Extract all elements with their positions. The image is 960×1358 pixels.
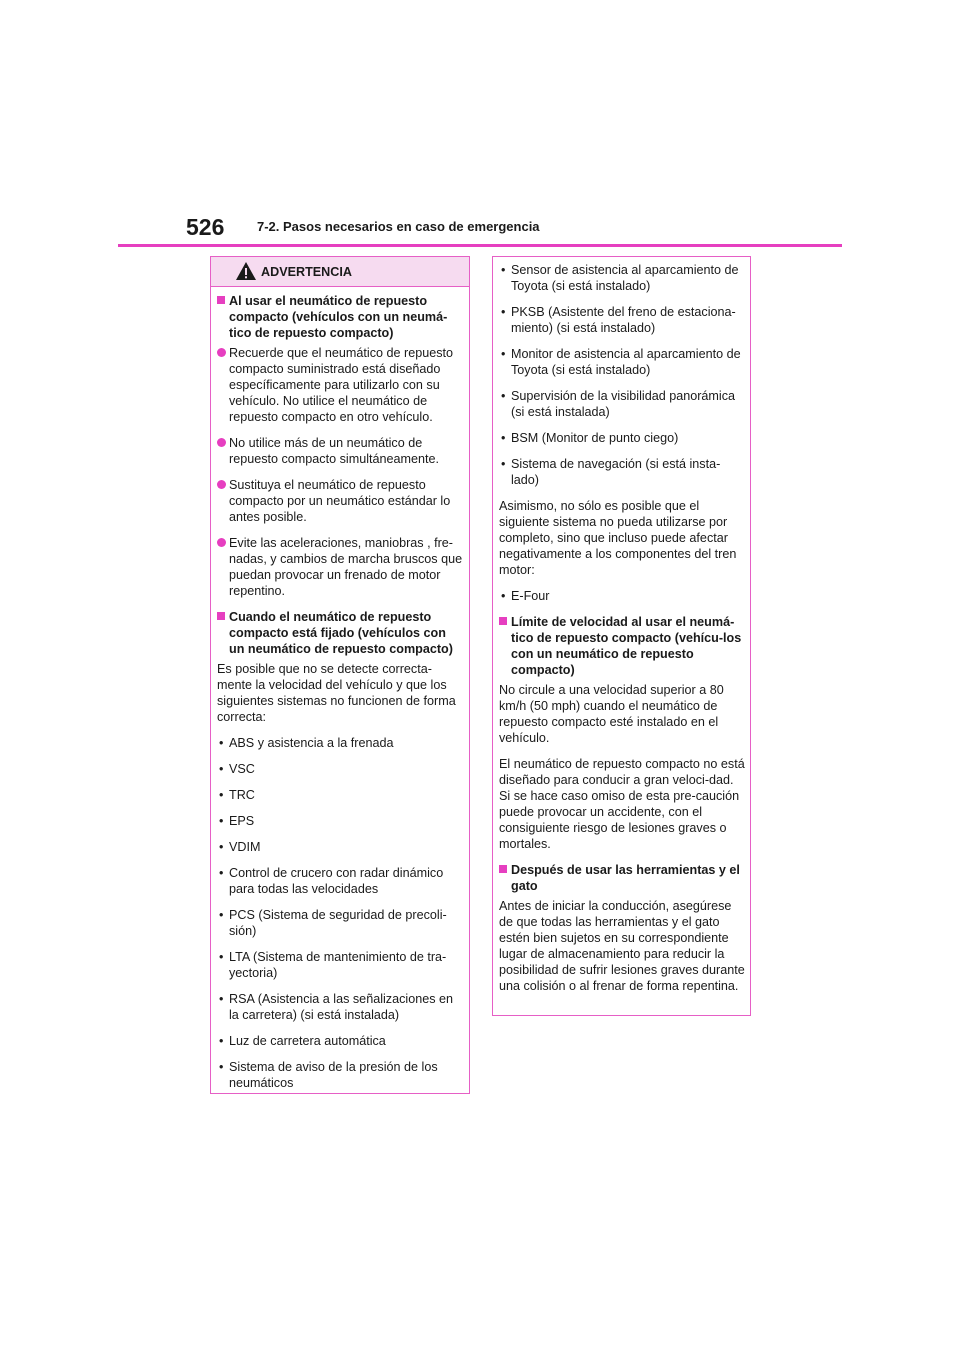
paragraph: Asimismo, no sólo es posible que el siguiente sistema no pueda utilizarse por completo, sino que incluso puede afectar negativamente a los componentes del tren motor: <box>499 499 737 577</box>
list-item: • EPS <box>217 813 464 829</box>
list-item: • TRC <box>217 787 464 803</box>
list-item: • BSM (Monitor de punto ciego) <box>499 430 745 446</box>
caution-item: Recuerde que el neumático de repuesto compacto suministrado está diseñado específicamente para utilizarlo con su vehículo. No utilice el neumático de repuesto compacto en otro vehículo. <box>217 345 464 425</box>
heading-after-tools: Después de usar las herramientas y el gato <box>499 862 745 894</box>
caution-item: Evite las aceleraciones, maniobras , fre-nadas, y cambios de marcha bruscos que puedan provocar un frenado de motor repentino. <box>217 535 464 599</box>
list-item: • Sistema de aviso de la presión de los neumáticos <box>217 1059 464 1091</box>
caution-item: Sustituya el neumático de repuesto compacto por un neumático estándar lo antes posible. <box>217 477 464 525</box>
heading-compact-spare-fitted: Cuando el neumático de repuesto compacto está fijado (vehículos con un neumático de repuesto compacto) <box>217 609 464 657</box>
list-item: • Supervisión de la visibilidad panorámica (si está instalada) <box>499 388 745 420</box>
caution-item: No utilice más de un neumático de repuesto compacto simultáneamente. <box>217 435 464 467</box>
list-item: • Sistema de navegación (si está insta-lado) <box>499 456 745 488</box>
list-item: • E-Four <box>499 588 745 604</box>
header-divider <box>118 244 842 247</box>
list-item: • PCS (Sistema de seguridad de precoli-sión) <box>217 907 464 939</box>
warning-box-left <box>210 256 470 1094</box>
page-number: 526 <box>186 214 225 240</box>
heading-compact-spare-use: Al usar el neumático de repuesto compacto (vehículos con un neumá-tico de repuesto compacto) <box>217 293 464 341</box>
paragraph: Antes de iniciar la conducción, asegúrese de que todas las herramientas y el gato estén bien sujetos en su correspondiente lugar de almacenamiento para reducir la posibilidad de sufrir lesiones graves durante una colisión o al frenar de forma repentina. <box>499 899 745 993</box>
list-item: • Sensor de asistencia al aparcamiento de Toyota (si está instalado) <box>499 262 745 294</box>
list-item: • LTA (Sistema de mantenimiento de tra-yectoria) <box>217 949 464 981</box>
warning-box-right <box>492 256 751 1016</box>
heading-speed-limit: Límite de velocidad al usar el neumá-tico de repuesto compacto (vehícu-los con un neumático de repuesto compacto) <box>499 614 745 678</box>
list-item: • VDIM <box>217 839 464 855</box>
section-title: 7-2. Pasos necesarios en caso de emergencia <box>257 219 540 234</box>
list-item: • ABS y asistencia a la frenada <box>217 735 464 751</box>
paragraph: El neumático de repuesto compacto no está diseñado para conducir a gran veloci-dad. Si se hace caso omiso de esta pre-caución puede provocar un accidente, con el consiguiente riesgo de lesiones graves o mortales. <box>499 757 745 851</box>
warning-title: ADVERTENCIA <box>261 265 352 279</box>
list-item: • PKSB (Asistente del freno de estaciona-miento) (si está instalado) <box>499 304 745 336</box>
list-item: • Monitor de asistencia al aparcamiento de Toyota (si está instalado) <box>499 346 745 378</box>
list-item: • Luz de carretera automática <box>217 1033 464 1049</box>
warning-header <box>211 257 469 287</box>
paragraph: No circule a una velocidad superior a 80 km/h (50 mph) cuando el neumático de repuesto compacto esté instalado en el vehículo. <box>499 683 724 745</box>
paragraph: Es posible que no se detecte correcta-mente la velocidad del vehículo y que los siguientes sistemas no funcionen de forma correcta: <box>217 662 456 724</box>
list-item: • Control de crucero con radar dinámico para todas las velocidades <box>217 865 464 897</box>
warning-triangle-icon <box>235 261 257 281</box>
list-item: • RSA (Asistencia a las señalizaciones en la carretera) (si está instalada) <box>217 991 464 1023</box>
list-item: • VSC <box>217 761 464 777</box>
